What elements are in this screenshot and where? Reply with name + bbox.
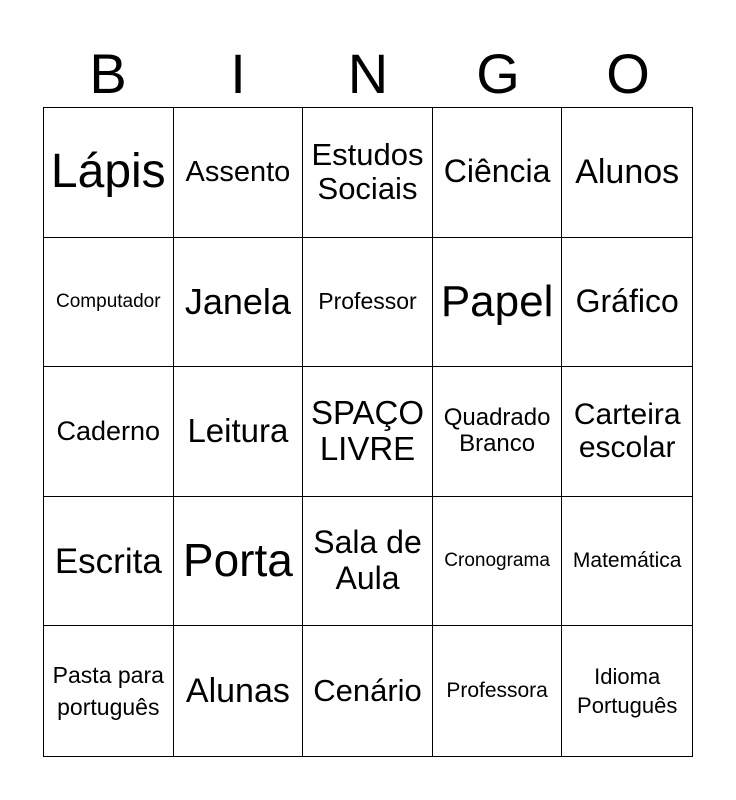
bingo-cell: Quadrado Branco — [433, 367, 563, 497]
bingo-cell: Gráfico — [562, 238, 692, 368]
bingo-cell: Lápis — [44, 108, 174, 238]
header-letter-b: B — [89, 42, 127, 105]
bingo-cell: Leitura — [174, 367, 304, 497]
bingo-cell: Cronograma — [433, 497, 563, 627]
bingo-cell: Matemática — [562, 497, 692, 627]
bingo-header — [43, 42, 693, 106]
bingo-cell: Cenário — [303, 626, 433, 756]
bingo-cell: Computador — [44, 238, 174, 368]
bingo-cell: Idioma Português — [577, 663, 678, 719]
bingo-cell: Pasta para português — [44, 626, 174, 756]
bingo-cell: Estudos Sociais — [303, 108, 433, 238]
bingo-cell: SPAÇO LIVRE — [303, 367, 433, 497]
bingo-cell: Janela — [174, 238, 304, 368]
header-letter-g: G — [476, 42, 520, 105]
bingo-card-grid — [43, 107, 693, 757]
bingo-cell: Alunos — [562, 108, 692, 238]
bingo-cell: Professor — [303, 238, 433, 368]
header-letter-o: O — [606, 42, 650, 105]
bingo-cell: Papel — [433, 238, 563, 368]
bingo-cell: Assento — [174, 108, 304, 238]
header-letter-i: I — [230, 42, 246, 105]
bingo-cell: Sala de Aula — [303, 497, 433, 627]
bingo-cell: Porta — [174, 497, 304, 627]
bingo-cell: Caderno — [44, 367, 174, 497]
header-letter-n: N — [347, 42, 389, 105]
bingo-cell: Carteira escolar — [562, 367, 692, 497]
bingo-cell: Ciência — [433, 108, 563, 238]
bingo-cell: Professora — [433, 626, 563, 756]
bingo-cell: Alunas — [174, 626, 304, 756]
bingo-cell: Escrita — [44, 497, 174, 627]
